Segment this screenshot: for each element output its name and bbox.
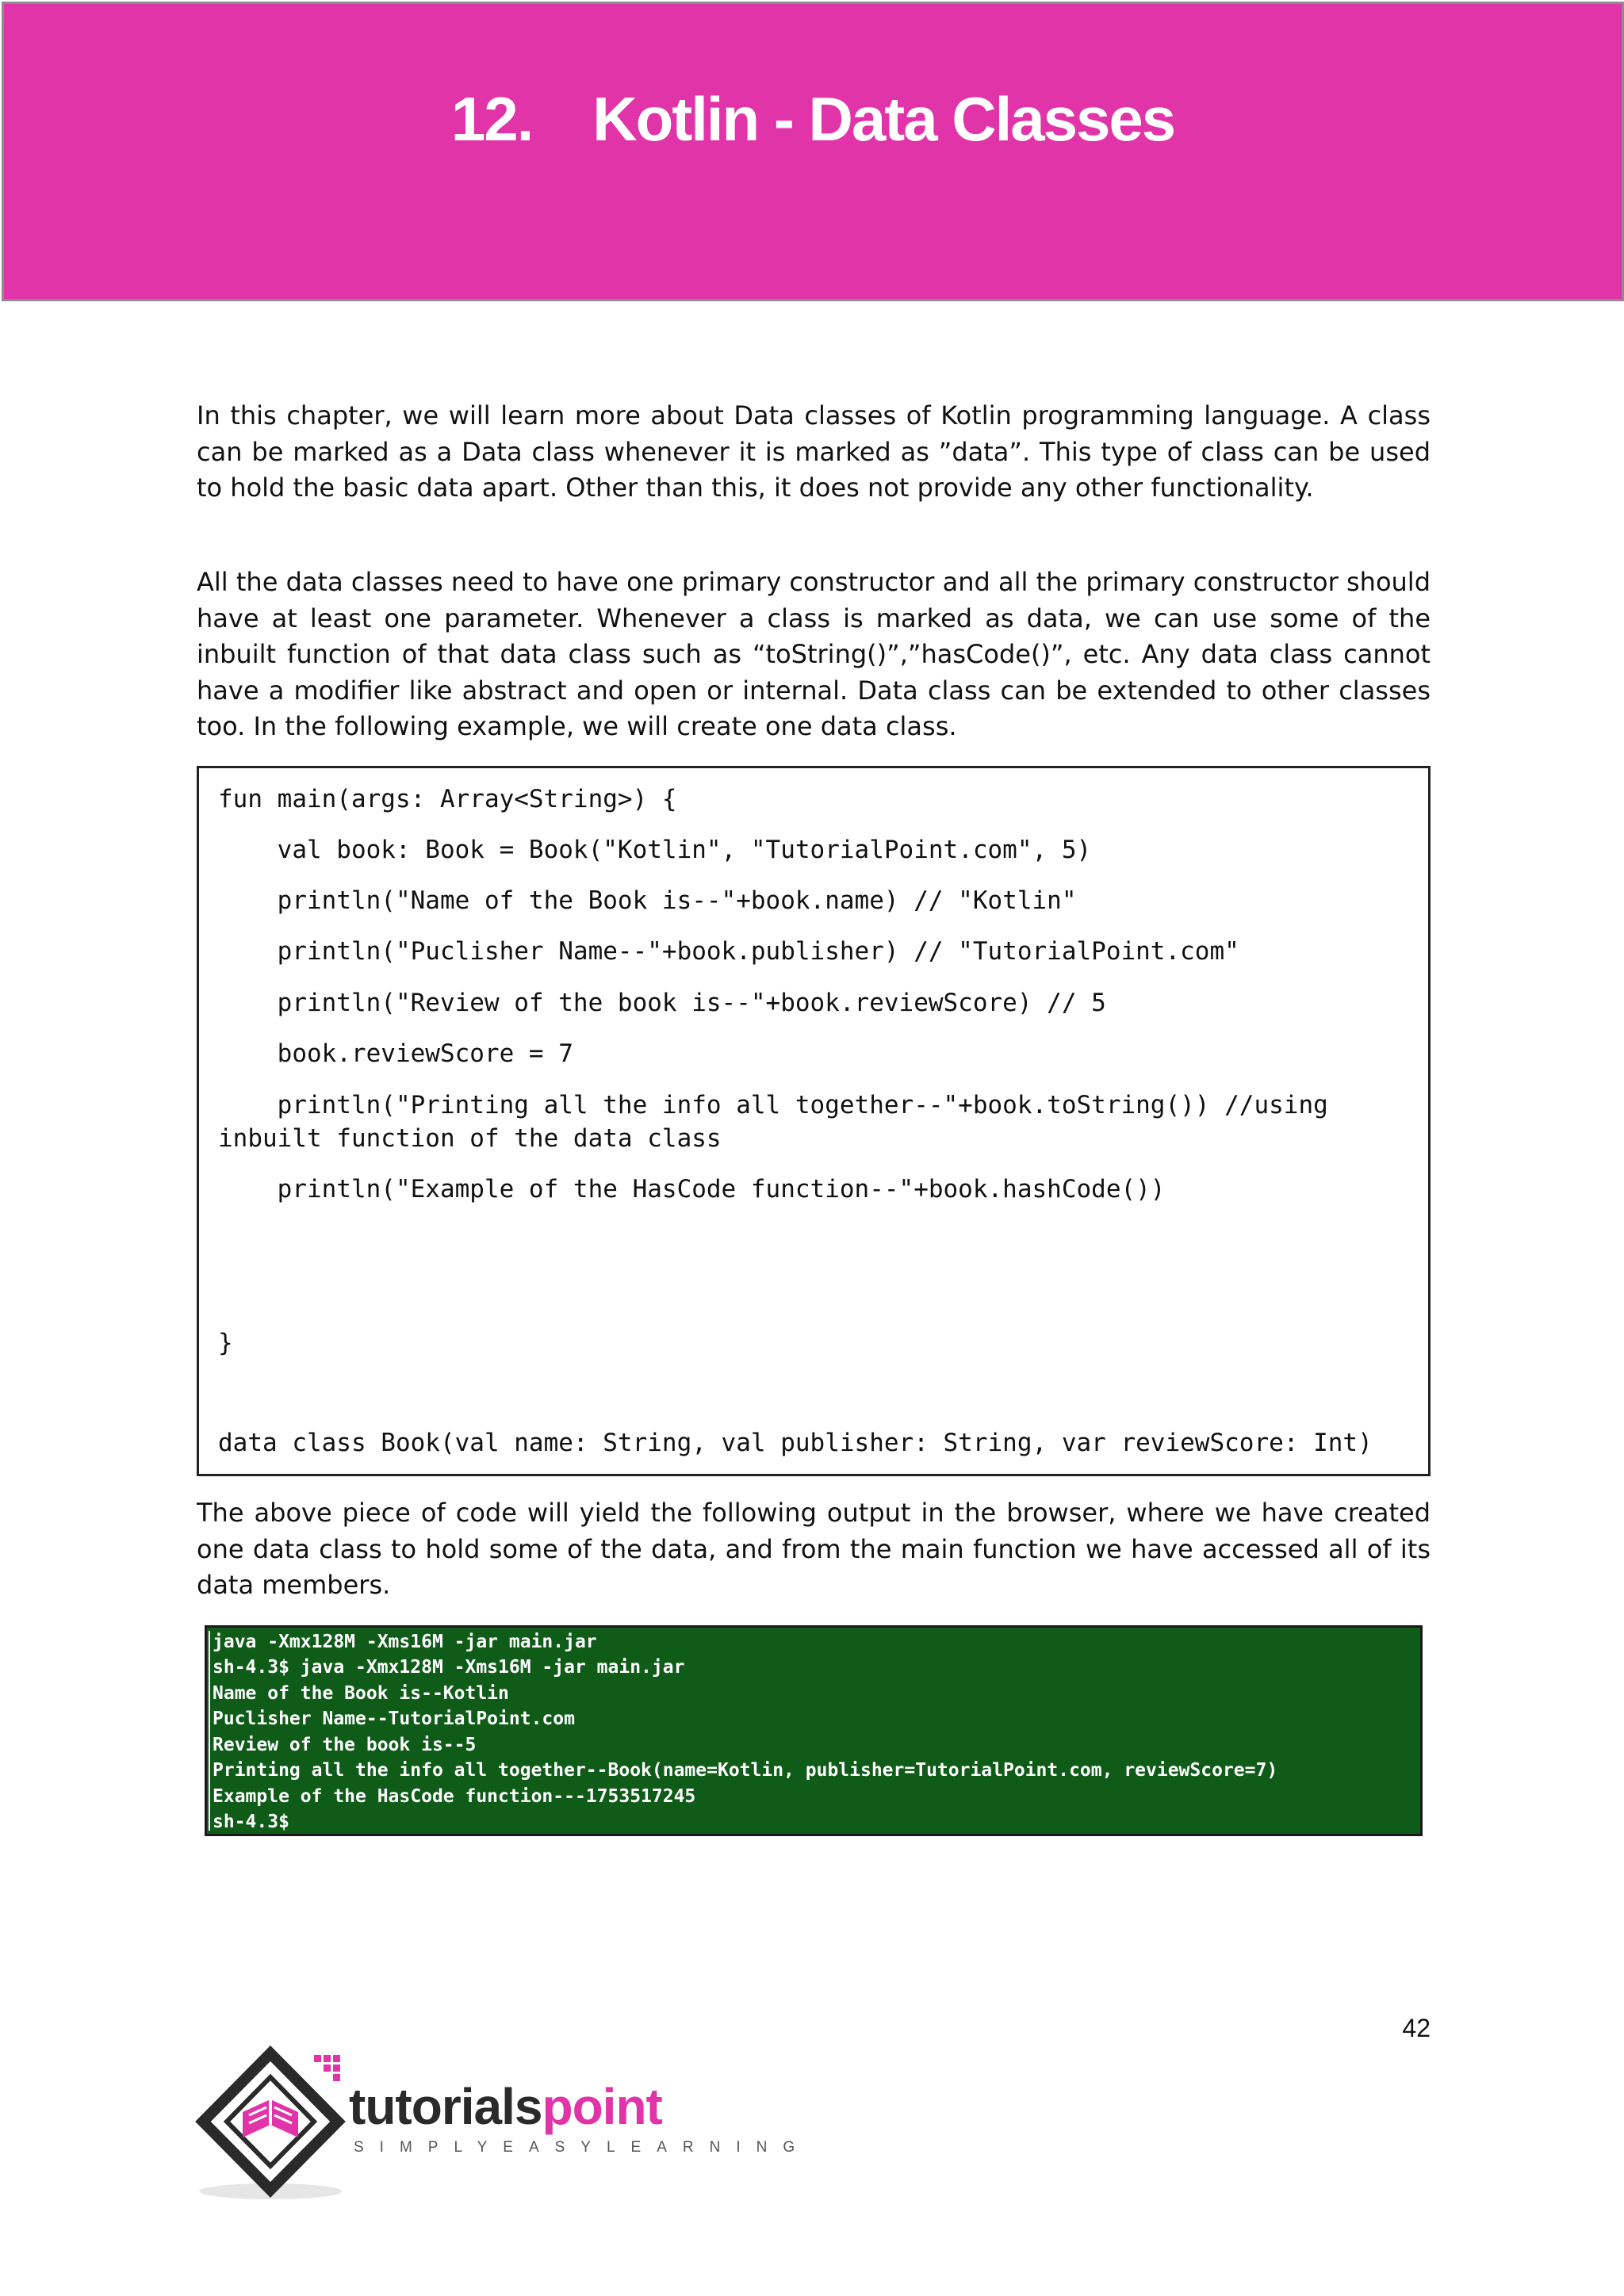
logo-word-point: point bbox=[542, 2078, 662, 2135]
console-line: java -Xmx128M -Xms16M -jar main.jar bbox=[213, 1632, 597, 1652]
code-line: val book: Book = Book("Kotlin", "TutorialPoint.com", 5) bbox=[218, 836, 1092, 864]
console-line: Review of the book is--5 bbox=[213, 1735, 477, 1755]
code-line: data class Book(val name: String, val publisher: String, var reviewScore: Int) bbox=[218, 1429, 1373, 1457]
output-paragraph: The above piece of code will yield the following output in the browser, where we have created one data class to hold some of the data, and from the main function we have accessed all of its data members. bbox=[197, 1498, 1431, 1600]
console-line: sh-4.3$ bbox=[213, 1812, 289, 1832]
logo-tagline: SIMPLYEASYLEARNING bbox=[354, 2139, 811, 2156]
chapter-title bbox=[4, 83, 1622, 155]
console-line: Puclisher Name--TutorialPoint.com bbox=[213, 1709, 575, 1729]
logo-word-tutorials: tutorials bbox=[349, 2078, 542, 2135]
chapter-number: 12. bbox=[450, 84, 533, 154]
console-line: Printing all the info all together--Book(name=Kotlin, publisher=TutorialPoint.com, reviewScore=7) bbox=[213, 1760, 1278, 1781]
console-line: Name of the Book is--Kotlin bbox=[213, 1683, 509, 1704]
logo-wordmark bbox=[349, 2079, 662, 2134]
code-line: println("Example of the HasCode function--"+book.hashCode()) bbox=[218, 1175, 1166, 1203]
console-left-edge bbox=[209, 1631, 210, 1831]
console-output bbox=[205, 1625, 1423, 1836]
code-line: println("Printing all the info all together--"+book.toString()) //using bbox=[218, 1091, 1328, 1119]
code-line: inbuilt function of the data class bbox=[218, 1124, 722, 1153]
intro-paragraph-2: All the data classes need to have one primary constructor and all the primary constructor should have at least one parameter. Whenever a class is marked as data, we can use some of the inbuilt function of that data class such as “toString()”,”hasCode()”, etc. Any data class cannot have a modifier like abstract and open or internal. Data class can be extended to other classes too. In the following example, we will create one data class. bbox=[197, 567, 1431, 741]
intro-paragraph-1: In this chapter, we will learn more about Data classes of Kotlin programming language. A class can be marked as a Data class whenever it is marked as ”data”. This type of class can be used to hold the basic data apart. Other than this, it does not provide any other functionality. bbox=[197, 400, 1431, 503]
chapter-header-banner bbox=[2, 2, 1624, 301]
code-line: book.reviewScore = 7 bbox=[218, 1039, 573, 1068]
code-line: fun main(args: Array<String>) { bbox=[218, 785, 677, 813]
book-diamond-icon bbox=[195, 2044, 346, 2202]
code-block bbox=[197, 766, 1431, 1476]
page-number: 42 bbox=[1402, 2014, 1431, 2042]
tutorialspoint-logo[interactable] bbox=[195, 2044, 811, 2202]
code-line: println("Review of the book is--"+book.reviewScore) // 5 bbox=[218, 989, 1106, 1017]
console-line: Example of the HasCode function---1753517245 bbox=[213, 1786, 696, 1807]
console-line: sh-4.3$ java -Xmx128M -Xms16M -jar main.jar bbox=[213, 1657, 685, 1678]
code-line: } bbox=[218, 1329, 233, 1357]
chapter-title-text: Kotlin - Data Classes bbox=[592, 84, 1175, 154]
code-line: println("Name of the Book is--"+book.name) // "Kotlin" bbox=[218, 886, 1077, 915]
code-line: println("Puclisher Name--"+book.publisher) // "TutorialPoint.com" bbox=[218, 937, 1239, 966]
